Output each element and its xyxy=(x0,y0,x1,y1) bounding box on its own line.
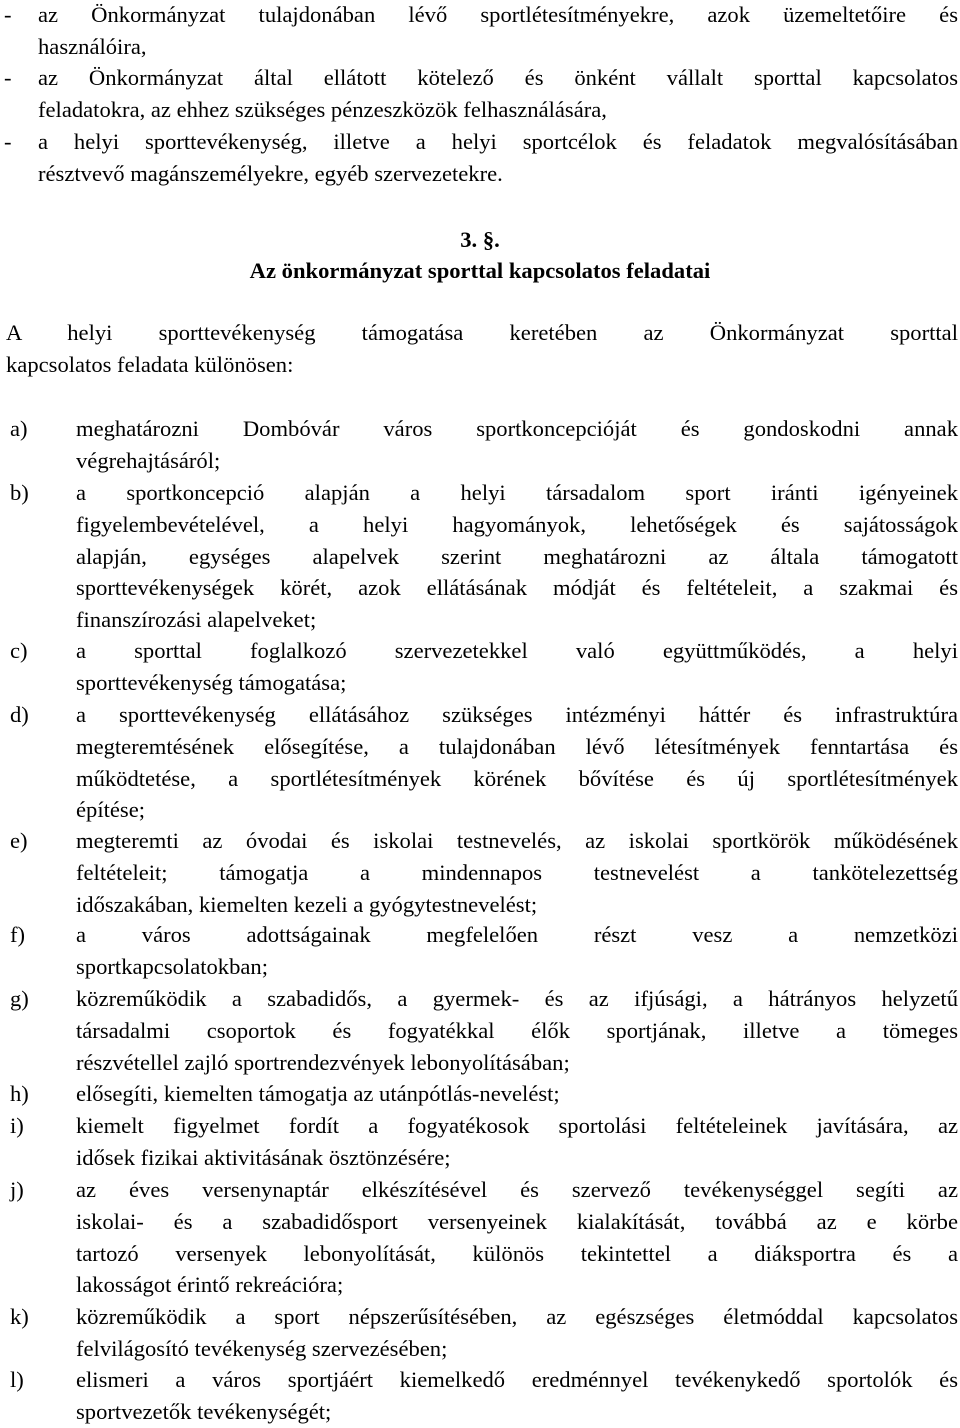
list-bullet: - xyxy=(4,65,12,90)
section-number: 3. §. xyxy=(460,227,500,252)
task-line: időszakában, kiemelten kezeli a gyógytestnevelést; xyxy=(76,892,538,917)
task-line: a sporttevékenység ellátásához szükséges intézményi háttér és infrastruktúra xyxy=(76,702,958,727)
task-line: sportkapcsolatokban; xyxy=(76,954,269,979)
task-line: felvilágosító tevékenység szervezésében; xyxy=(76,1336,448,1361)
task-line: idősek fizikai aktivitásának ösztönzésére; xyxy=(76,1145,451,1170)
task-label: i) xyxy=(10,1113,24,1138)
task-label: e) xyxy=(10,828,28,853)
list-item-line: feladatokra, az ehhez szükséges pénzeszközök felhasználására, xyxy=(38,97,607,122)
task-line: társadalmi csoportok és fogyatékkal élők sportjának, illetve a tömeges xyxy=(76,1018,958,1043)
task-label: k) xyxy=(10,1304,29,1329)
task-line: részvétellel zajló sportrendezvények lebonyolításában; xyxy=(76,1050,570,1075)
task-label: d) xyxy=(10,702,29,727)
list-item-line: résztvevő magánszemélyekre, egyéb szervezetekre. xyxy=(38,161,503,186)
task-line: működtetése, a sportlétesítmények körének bővítése és új sportlétesítmények xyxy=(76,766,958,791)
task-label: a) xyxy=(10,416,28,441)
task-label: j) xyxy=(10,1177,24,1202)
task-line: közreműködik a szabadidős, a gyermek- és az ifjúsági, a hátrányos helyzetű xyxy=(76,986,958,1011)
task-line: sportvezetők tevékenységét; xyxy=(76,1399,332,1424)
list-item-line: az Önkormányzat tulajdonában lévő sportlétesítményekre, azok üzemeltetőire és xyxy=(38,2,958,27)
list-bullet: - xyxy=(4,2,12,27)
task-label: b) xyxy=(10,480,29,505)
task-line: az éves versenynaptár elkészítésével és szervező tevékenységgel segíti az xyxy=(76,1177,958,1202)
task-label: l) xyxy=(10,1367,24,1392)
list-item-line: használóira, xyxy=(38,34,147,59)
task-line: kiemelt figyelmet fordít a fogyatékosok sportolási feltételeinek javítására, az xyxy=(76,1113,958,1138)
task-line: a sportkoncepció alapján a helyi társadalom sport iránti igényeinek xyxy=(76,480,958,505)
task-label: h) xyxy=(10,1081,29,1106)
task-line: végrehajtásáról; xyxy=(76,448,221,473)
task-label: c) xyxy=(10,638,28,663)
task-line: sporttevékenység támogatása; xyxy=(76,670,347,695)
list-item-line: a helyi sporttevékenység, illetve a helyi sportcélok és feladatok megvalósításában xyxy=(38,129,958,154)
task-line: a város adottságainak megfelelően részt vesz a nemzetközi xyxy=(76,922,958,947)
task-line: lakosságot érintő rekreációra; xyxy=(76,1272,344,1297)
task-line: tartozó versenyek lebonyolítását, különös tekintettel a diáksportra és a xyxy=(76,1241,958,1266)
paragraph-line: kapcsolatos feladata különösen: xyxy=(6,352,294,377)
task-line: finanszírozási alapelveket; xyxy=(76,607,317,632)
list-bullet: - xyxy=(4,129,12,154)
task-label: f) xyxy=(10,922,26,947)
task-line: közreműködik a sport népszerűsítésében, az egészséges életmóddal kapcsolatos xyxy=(76,1304,958,1329)
task-line: építése; xyxy=(76,797,146,822)
list-item-line: az Önkormányzat által ellátott kötelező és önként vállalt sporttal kapcsolatos xyxy=(38,65,958,90)
task-line: megteremti az óvodai és iskolai testnevelés, az iskolai sportkörök működésének xyxy=(76,828,958,853)
section-title: Az önkormányzat sporttal kapcsolatos feladatai xyxy=(249,258,711,283)
task-line: megteremtésének elősegítése, a tulajdonában lévő létesítmények fenntartása és xyxy=(76,734,958,759)
task-line: figyelembevételével, a helyi hagyományok, lehetőségek és sajátosságok xyxy=(76,512,958,537)
task-line: sporttevékenységek körét, azok ellátásának módját és feltételeit, a szakmai és xyxy=(76,575,958,600)
task-label: g) xyxy=(10,986,29,1011)
task-line: a sporttal foglalkozó szervezetekkel való együttműködés, a helyi xyxy=(76,638,958,663)
task-line: iskolai- és a szabadidősport versenyeinek kialakítását, továbbá az e körbe xyxy=(76,1209,958,1234)
task-line: elősegíti, kiemelten támogatja az utánpótlás-nevelést; xyxy=(76,1081,560,1106)
task-line: feltételeit; támogatja a mindennapos testnevelést a tankötelezettség xyxy=(76,860,958,885)
task-line: alapján, egységes alapelvek szerint meghatározni az általa támogatott xyxy=(76,544,958,569)
task-line: meghatározni Dombóvár város sportkoncepcióját és gondoskodni annak xyxy=(76,416,958,441)
task-line: elismeri a város sportjáért kiemelkedő eredménnyel tevékenykedő sportolók és xyxy=(76,1367,958,1392)
paragraph-line: A helyi sporttevékenység támogatása keretében az Önkormányzat sporttal xyxy=(6,320,958,345)
